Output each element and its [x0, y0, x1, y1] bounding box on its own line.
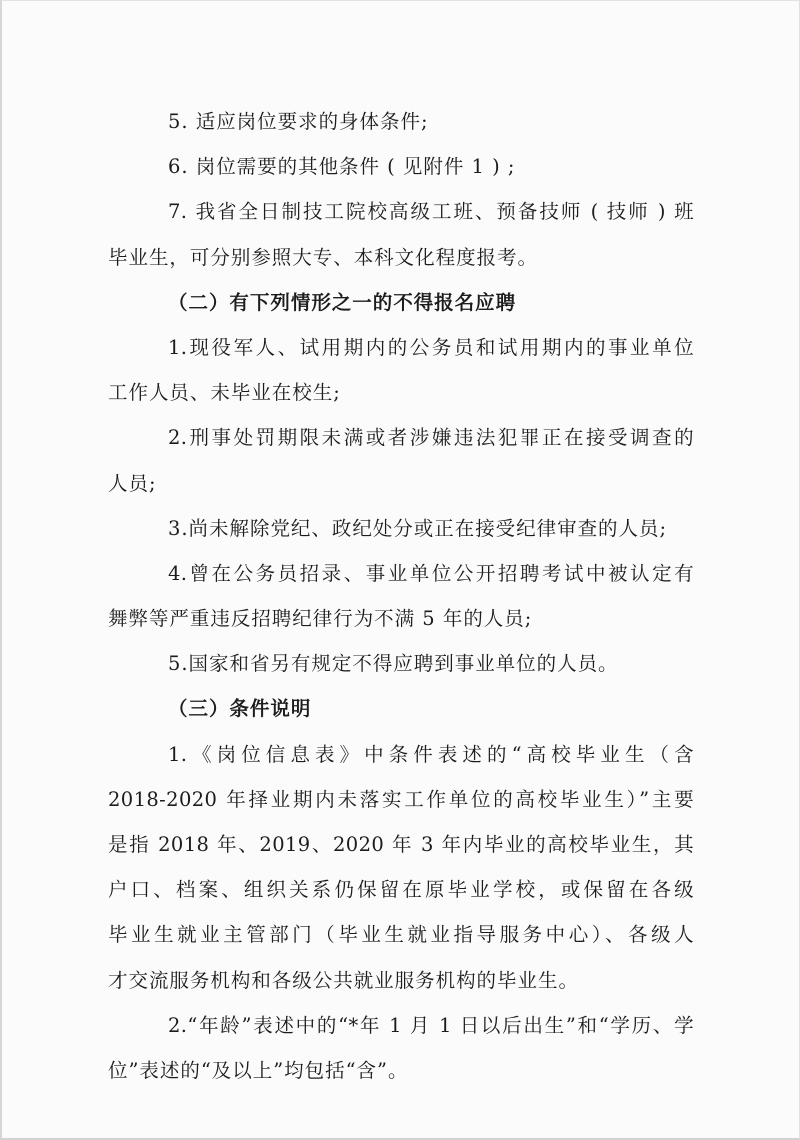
note-1-line-6: 才交流服务机构和各级公共就业服务机构的毕业生。: [108, 968, 579, 992]
note-1-line-5: 毕业生就业主管部门（毕业生就业指导服务中心）、各级人: [108, 923, 694, 947]
section-2-heading: （二）有下列情形之一的不得报名应聘: [168, 290, 517, 314]
note-1-line-2: 2018-2020 年择业期内未落实工作单位的高校毕业生）”主要: [108, 787, 694, 811]
exclusion-2-line-1: 2.刑事处罚期限未满或者涉嫌违法犯罪正在接受调查的: [168, 426, 694, 450]
note-1-line-1: 1.《岗位信息表》中条件表述的“高校毕业生（含: [168, 742, 694, 766]
section-3-heading: （三）条件说明: [168, 697, 312, 721]
condition-6-line: 6. 岗位需要的其他条件 ( 见附件 1 ) ;: [168, 155, 516, 179]
exclusion-5-line: 5.国家和省另有规定不得应聘到事业单位的人员。: [168, 652, 619, 676]
note-2-line-2: 位”表述的“及以上”均包括“含”。: [108, 1058, 409, 1082]
note-2-line-1: 2.“年龄”表述中的“*年 1 月 1 日以后出生”和“学历、学: [168, 1013, 694, 1037]
condition-7-line-2: 毕业生，可分别参照大专、本科文化程度报考。: [108, 245, 538, 269]
note-1-line-3: 是指 2018 年、2019、2020 年 3 年内毕业的高校毕业生，其: [108, 833, 694, 856]
condition-7-line-1: 7. 我省全日制技工院校高级工班、预备技师 ( 技师 ) 班: [168, 200, 694, 224]
exclusion-4-line-2: 舞弊等严重违反招聘纪律行为不满 5 年的人员;: [108, 607, 533, 631]
exclusion-2-line-2: 人员;: [108, 471, 157, 495]
exclusion-1-line-1: 1.现役军人、试用期内的公务员和试用期内的事业单位: [168, 335, 694, 359]
condition-5-line: 5. 适应岗位要求的身体条件;: [168, 110, 429, 133]
exclusion-1-line-2: 工作人员、未毕业在校生;: [108, 381, 341, 405]
exclusion-3-line: 3.尚未解除党纪、政纪处分或正在接受纪律审查的人员;: [168, 516, 668, 540]
document-body: [108, 99, 694, 1093]
exclusion-4-line-1: 4.曾在公务员招录、事业单位公开招聘考试中被认定有: [168, 561, 694, 585]
note-1-line-4: 户口、档案、组织关系仍保留在原毕业学校，或保留在各级: [108, 878, 694, 902]
